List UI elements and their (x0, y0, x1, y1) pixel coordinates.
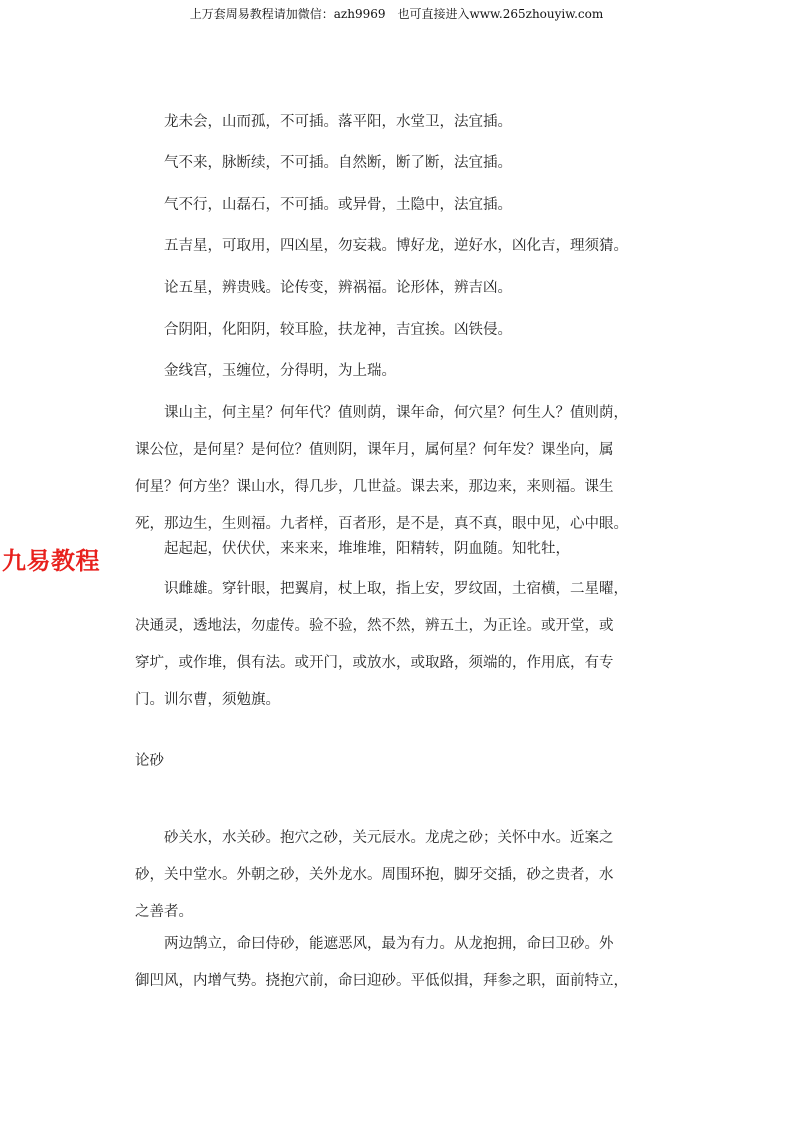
paragraph (135, 926, 628, 1000)
text-line: 起起起，伏伏伏，来来来，堆堆堆，阳精转，阴血随。知牝牡， (164, 541, 570, 557)
paragraph (135, 395, 628, 543)
text-line: 气不来，脉断续，不可插。自然断，断了断，法宜插。 (164, 155, 512, 171)
text-line: 课公位，是何星？是何位？值则阴，课年月，属何星？何年发？课坐向，属 (135, 442, 614, 458)
paragraph (164, 278, 512, 298)
text-line: 御凹风，内增气势。挠抱穴前，命曰迎砂。平低似揖，拜参之职，面前特立， (135, 973, 628, 989)
paragraph (164, 539, 570, 559)
page-header: 上万套周易教程请加微信：azh9969 也可直接进入www.265zhouyiw.com (189, 7, 604, 21)
text-line: 何星？何方坐？课山水，得几步，几世益。课去来，那边来，来则福。课生 (135, 479, 614, 495)
paragraph (164, 112, 512, 132)
text-line: 穿圹，或作堆，俱有法。或开门，或放水，或取路，须端的，作用底，有专 (135, 655, 614, 671)
paragraph (164, 236, 628, 256)
paragraph (164, 320, 512, 340)
text-line: 合阴阳，化阳阴，较耳脸，扶龙神，吉宜挨。凶铁侵。 (164, 322, 512, 338)
text-line: 砂关水，水关砂。抱穴之砂，关元辰水。龙虎之砂；关怀中水。近案之 (164, 830, 614, 846)
text-line: 课山主，何主星？何年代？值则荫，课年命，何穴星？何生人？值则荫， (164, 405, 628, 421)
text-line: 气不行，山磊石，不可插。或异骨，土隐中，法宜插。 (164, 197, 512, 213)
text-line: 论五星，辨贵贱。论传变，辨祸福。论形体，辨吉凶。 (164, 280, 512, 296)
section-heading (135, 751, 164, 771)
paragraph (164, 195, 512, 215)
text-line: 识雌雄。穿针眼，把翼肩，杖上取，指上安，罗纹固，土宿横，二星曜， (164, 581, 628, 597)
text-line: 五吉星，可取用，四凶星，勿妄栽。博好龙，逆好水，凶化吉，理须猜。 (164, 238, 628, 254)
text-line: 之善者。 (135, 904, 193, 920)
text-line: 死，那边生，生则福。九者样，百者形，是不是，真不真，眼中见，心中眼。 (135, 516, 628, 532)
paragraph (164, 153, 512, 173)
text-line: 门。训尔曹，须勉旗。 (135, 692, 280, 708)
text-line: 金线宫，玉缠位，分得明，为上瑞。 (164, 363, 396, 379)
text-line: 龙未会，山而孤，不可插。落平阳，水堂卫，法宜插。 (164, 114, 512, 130)
text-line: 两边鹄立，命曰侍砂，能遮恶风，最为有力。从龙抱拥，命曰卫砂。外 (164, 936, 614, 952)
watermark-logo: 九易教程 (2, 547, 100, 575)
heading-text: 论砂 (135, 753, 164, 769)
text-line: 砂，关中堂水。外朝之砂，关外龙水。周围环抱，脚牙交插，砂之贵者，水 (135, 867, 614, 883)
text-line: 决通灵，透地法，勿虚传。验不验，然不然，辨五土，为正诠。或开堂，或 (135, 618, 614, 634)
paragraph (164, 361, 396, 381)
paragraph (135, 571, 628, 719)
paragraph (135, 820, 614, 931)
